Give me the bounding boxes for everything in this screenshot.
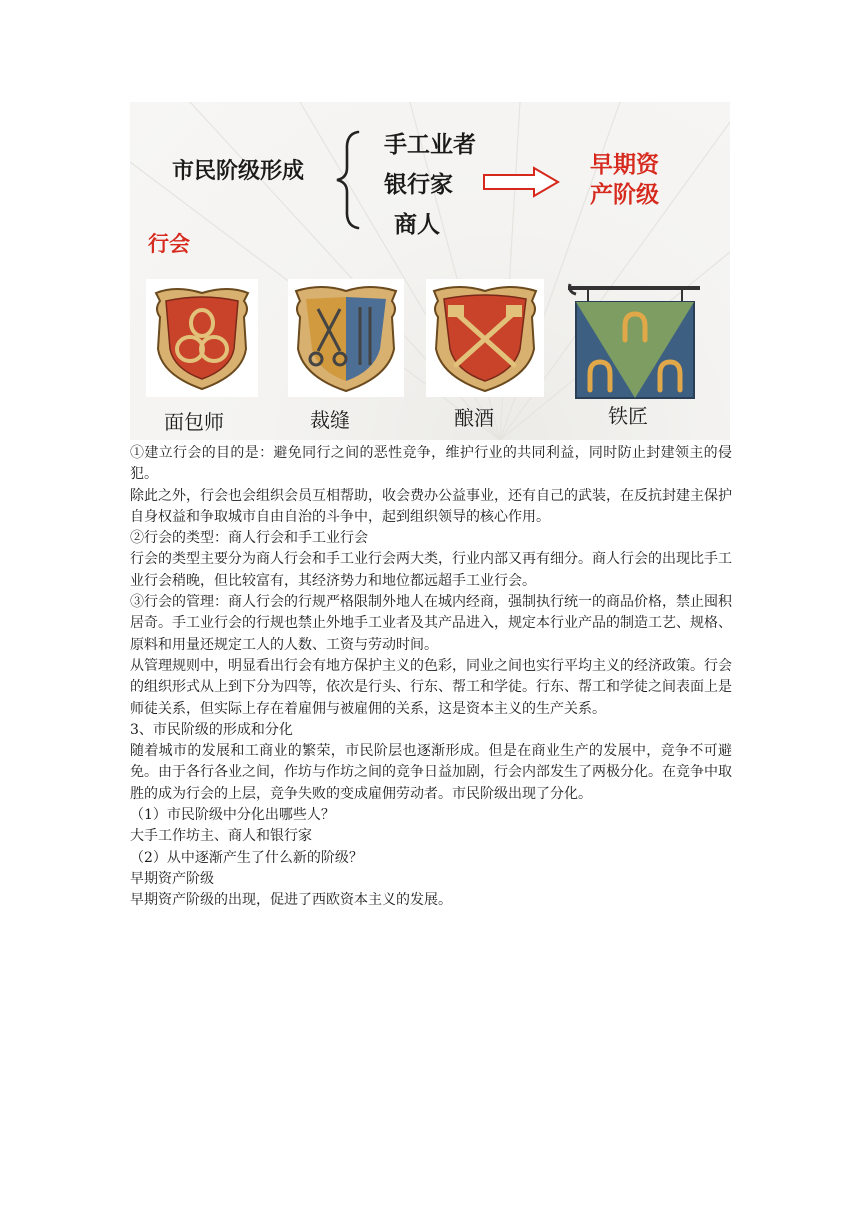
paragraph-class-division: 随着城市的发展和工商业的繁荣，市民阶层也逐渐形成。但是在商业生产的发展中，竞争不可避免。由于各行各业之间，作坊与作坊之间的竞争日益加剧，行会内部发生了两极分化。在竞争中取胜的成为行会的上层，竞争失败的变成雇佣劳动者。市民阶级出现了分化。 xyxy=(130,743,732,802)
member-craftsmen: 手工业者 xyxy=(384,132,476,158)
document-body xyxy=(130,443,732,912)
question-2: （2）从中逐渐产生了什么新的阶级？ xyxy=(130,849,363,866)
scissors-shield-icon xyxy=(288,279,404,397)
answer-1: 大手工作坊主、商人和银行家 xyxy=(130,828,312,845)
figure-title: 市民阶级形成 xyxy=(172,159,305,184)
heading-guild-types: ②行会的类型：商人行会和手工业行会 xyxy=(130,530,368,547)
caption-tailor: 裁缝 xyxy=(310,408,350,432)
caption-blacksmith: 铁匠 xyxy=(608,404,648,428)
early-bourgeoisie-label xyxy=(590,150,659,210)
crossed-keys-shield-icon xyxy=(426,279,544,397)
caption-baker: 面包师 xyxy=(164,410,224,434)
member-merchants: 商人 xyxy=(394,212,440,238)
result-line-1: 早期资 xyxy=(590,152,659,178)
member-bankers: 银行家 xyxy=(384,172,453,198)
caption-brewer: 酿酒 xyxy=(454,406,494,430)
guild-figure xyxy=(130,102,730,440)
curly-brace-icon xyxy=(334,130,362,230)
right-arrow-icon xyxy=(482,166,562,198)
paragraph-guild-structure: 从管理规则中，明显看出行会有地方保护主义的色彩，同业之间也实行平均主义的经济政策。行会的组织形式从上到下分为四等，依次是行头、行东、帮工和学徒。行东、帮工和学徒之间表面上是师徒关系，但实际上存在着雇佣与被雇佣的关系，这是资本主义的生产关系。 xyxy=(130,657,732,717)
section-heading-3: 3、市民阶级的形成和分化 xyxy=(130,721,293,738)
paragraph-guild-functions: 除此之外，行会也会组织会员互相帮助，收会费办公益事业，还有自己的武装，在反抗封建主保护自身权益和争取城市自由自治的斗争中，起到组织领导的核心作用。 xyxy=(130,487,732,525)
paragraph-conclusion: 早期资产阶级的出现，促进了西欧资本主义的发展。 xyxy=(130,892,452,909)
paragraph-guild-management: ③行会的管理：商人行会的行规严格限制外地人在城内经商，强制执行统一的商品价格，禁止囤积居奇。手工业行会的行规也禁止外地手工业者及其产品进入，规定本行业产品的制造工艺、规格、原料和用量还规定工人的人数、工资与劳动时间。 xyxy=(130,594,732,653)
paragraph-guild-types: 行会的类型主要分为商人行会和手工业行会两大类，行业内部又再有细分。商人行会的出现比手工业行会稍晚，但比较富有，其经济势力和地位都远超手工业行会。 xyxy=(130,551,732,589)
result-line-2: 产阶级 xyxy=(590,182,659,208)
guild-label: 行会 xyxy=(148,232,190,256)
paragraph-guild-purpose: ①建立行会的目的是：避免同行之间的恶性竞争，维护行业的共同利益，同时防止封建领主的侵犯。 xyxy=(130,445,732,483)
answer-2: 早期资产阶级 xyxy=(130,870,214,887)
question-1: （1）市民阶级中分化出哪些人？ xyxy=(130,807,335,824)
horseshoe-sign-icon xyxy=(568,282,704,402)
pretzel-shield-icon xyxy=(146,279,258,397)
